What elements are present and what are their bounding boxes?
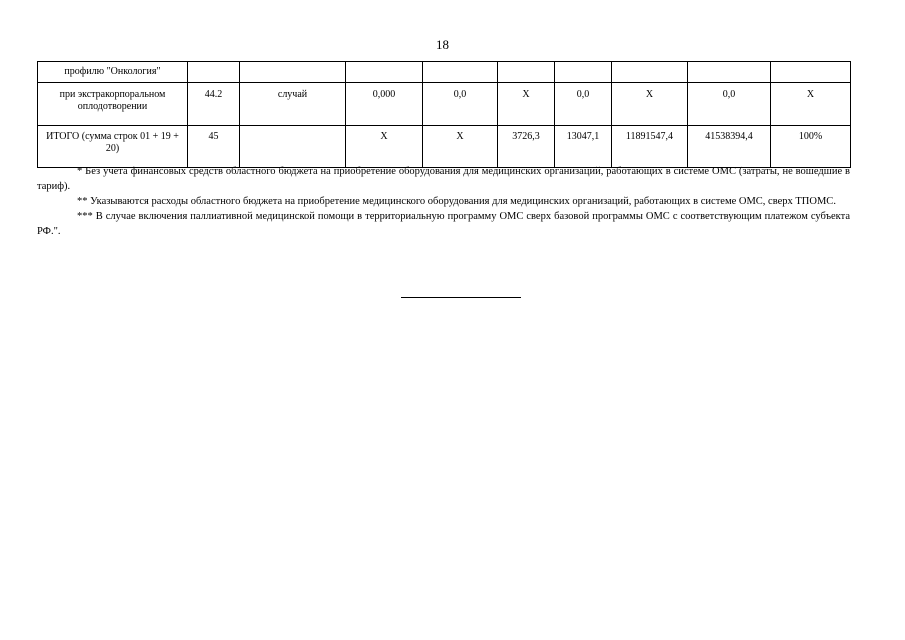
table-cell: профилю "Онкология" [38,62,188,83]
page-number: 18 [436,37,449,52]
table-cell: 100% [771,126,851,168]
table-cell [612,62,688,83]
table-cell: 0,0 [423,83,498,126]
table-cell: X [498,83,555,126]
table-cell: 44.2 [188,83,240,126]
table-cell: ИТОГО (сумма строк 01 + 19 + 20) [38,126,188,168]
table-cell: 0,0 [555,83,612,126]
table-cell: 41538394,4 [688,126,771,168]
table-cell [688,62,771,83]
table-cell: 0,000 [346,83,423,126]
table-cell [346,62,423,83]
table-cell: X [346,126,423,168]
table-cell [771,62,851,83]
table-cell: X [771,83,851,126]
table-cell: 3726,3 [498,126,555,168]
table-cell: 13047,1 [555,126,612,168]
footnotes [37,164,850,239]
table-cell: 45 [188,126,240,168]
data-table [37,61,851,168]
table-cell: 0,0 [688,83,771,126]
table-row [38,62,851,83]
table-cell [240,62,346,83]
footnote: *** В случае включения паллиативной медицинской помощи в территориальную программу ОМС сверх базовой программы ОМС с соответствующим платежом субъекта РФ.". [37,211,850,237]
table-cell: при экстракорпоральном оплодотворении [38,83,188,126]
table-cell: 11891547,4 [612,126,688,168]
table-cell: случай [240,83,346,126]
table-row [38,126,851,168]
table-cell [498,62,555,83]
footnote: ** Указываются расходы областного бюджета на приобретение медицинского оборудования для медицинских организаций, работающих в системе ОМС, сверх ТПОМС. [77,196,836,207]
separator-line [401,297,521,298]
table-cell [240,126,346,168]
footnote: * Без учета финансовых средств областного бюджета на приобретение оборудования для медицинских организаций, работающих в системе ОМС (затраты, не вошедшие в тариф). [37,166,850,192]
table-cell [555,62,612,83]
table-cell [423,62,498,83]
table-cell: X [423,126,498,168]
table-cell: X [612,83,688,126]
table-cell [188,62,240,83]
table-row [38,83,851,126]
